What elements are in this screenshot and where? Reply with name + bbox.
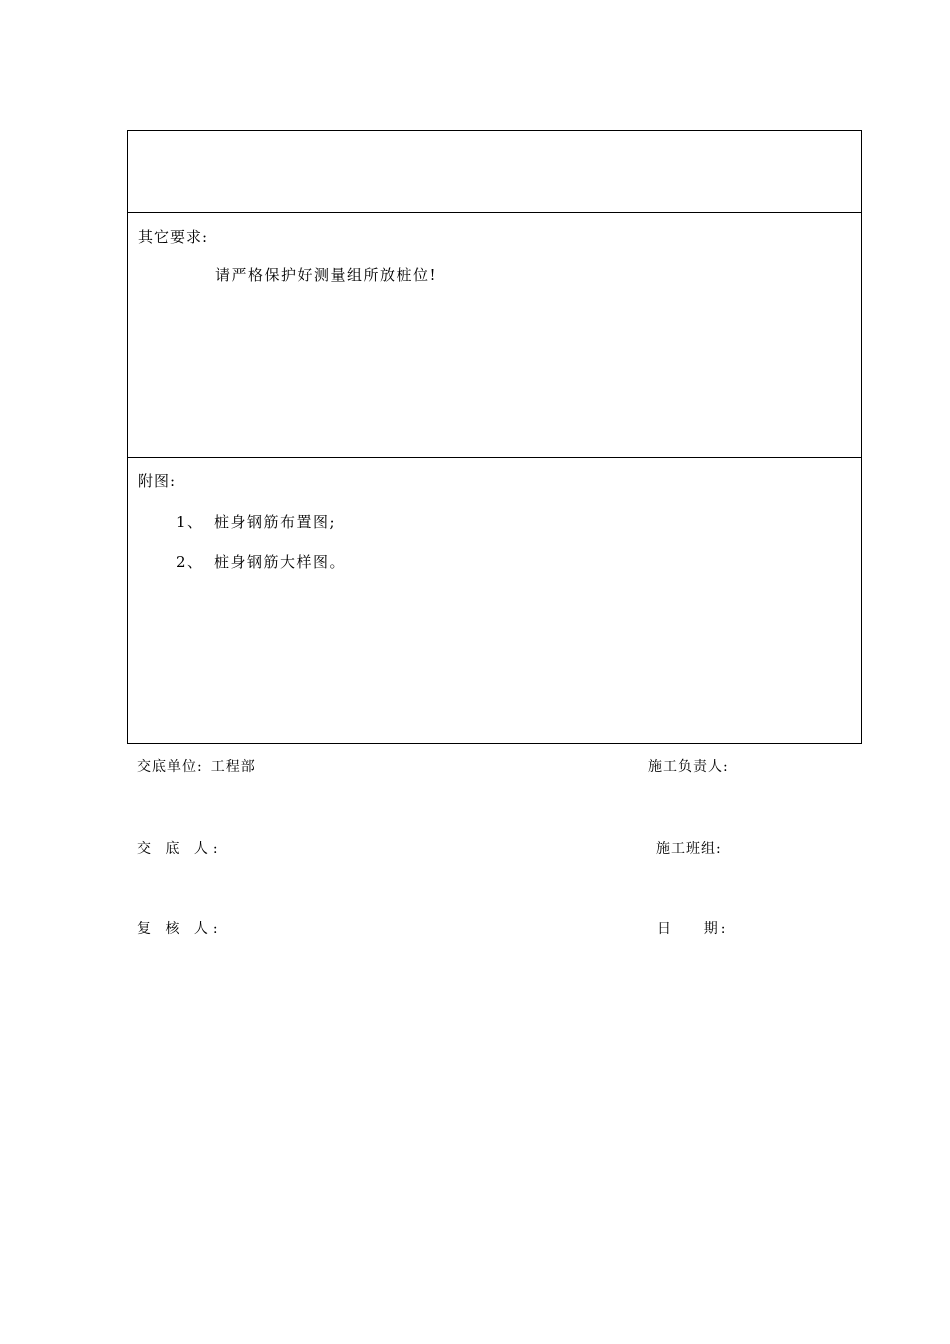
issuing-unit (137, 756, 256, 776)
other-requirements-text: 请严格保护好测量组所放桩位! (215, 266, 438, 284)
other-requirements-cell (128, 213, 861, 458)
attachment-text: 桩身钢筋布置图; (214, 513, 337, 531)
disclosure-table (127, 130, 862, 744)
attachment-item (176, 511, 336, 532)
attachment-number: 1、 (176, 513, 204, 531)
attachment-text: 桩身钢筋大样图。 (214, 553, 347, 571)
attachments-cell (128, 458, 861, 743)
attachment-item (176, 551, 346, 572)
construction-team-label: 施工班组: (656, 841, 722, 857)
issuing-unit-label: 交底单位: (137, 759, 203, 775)
issuer-label: 交 底 人: (137, 841, 223, 857)
other-requirements-label: 其它要求: (138, 228, 209, 246)
top-empty-cell (128, 131, 861, 213)
attachments-label: 附图: (138, 472, 177, 490)
reviewer-label: 复 核 人: (137, 921, 223, 937)
date-label: 日 期: (657, 921, 729, 937)
issuing-unit-value: 工程部 (210, 759, 256, 775)
construction-lead-label: 施工负责人: (648, 759, 729, 775)
attachment-number: 2、 (176, 553, 204, 571)
